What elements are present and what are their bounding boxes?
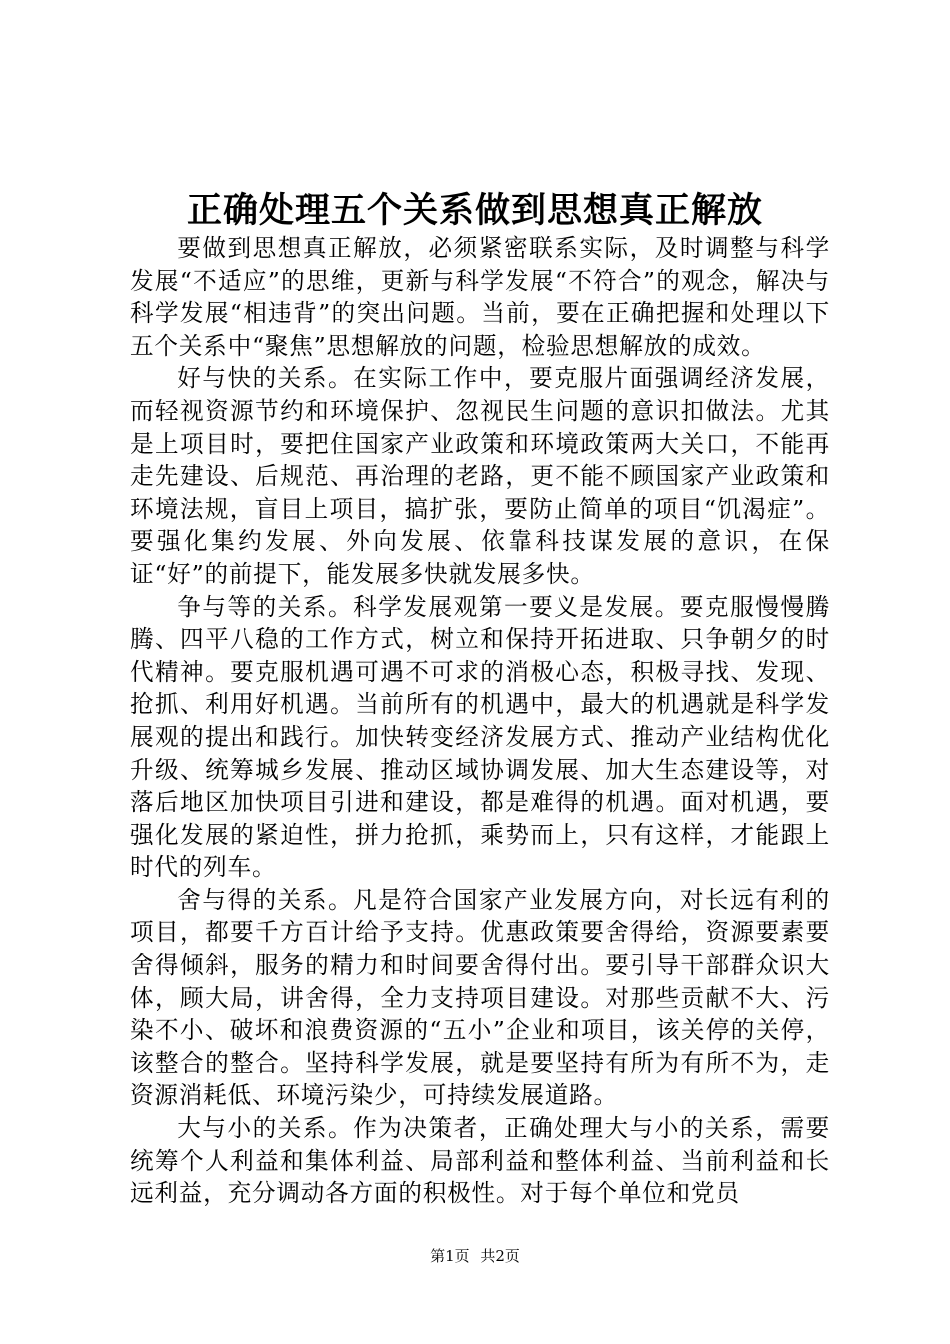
total-pages: 共2页 (480, 1247, 520, 1265)
paragraph-intro: 要做到思想真正解放，必须紧密联系实际，及时调整与科学发展“不适应”的思维，更新与科学发展“不符合”的观念，解决与科学发展“相违背”的突出问题。当前，要在正确把握和处理以下五个关系中“聚焦”思想解放的问题，检验思想解放的成效。 (130, 234, 830, 360)
document-body (130, 232, 830, 1210)
page-footer (0, 1246, 950, 1266)
paragraph-strive-and-wait: 争与等的关系。科学发展观第一要义是发展。要克服慢慢腾腾、四平八稳的工作方式，树立和保持开拓进取、只争朝夕的时代精神。要克服机遇可遇不可求的消极心态，积极寻找、发现、抢抓、利用好机遇。当前所有的机遇中，最大的机遇就是科学发展观的提出和践行。加快转变经济发展方式、推动产业结构优化升级、统筹城乡发展、推动区域协调发展、加大生态建设等，对落后地区加快项目引进和建设，都是难得的机遇。面对机遇，要强化发展的紧迫性，拼力抢抓，乘势而上，只有这样，才能跟上时代的列车。 (130, 592, 830, 882)
paragraph-give-and-gain: 舍与得的关系。凡是符合国家产业发展方向，对长远有利的项目，都要千方百计给予支持。优惠政策要舍得给，资源要素要舍得倾斜，服务的精力和时间要舍得付出。要引导干部群众识大体，顾大局，讲舍得，全力支持项目建设。对那些贡献不大、污染不小、破坏和浪费资源的“五小”企业和项目，该关停的关停，该整合的整合。坚持科学发展，就是要坚持有所为有所不为，走资源消耗低、环境污染少，可持续发展道路。 (130, 885, 830, 1110)
document-title: 正确处理五个关系做到思想真正解放 (186, 190, 763, 231)
paragraph-big-and-small: 大与小的关系。作为决策者，正确处理大与小的关系，需要统筹个人利益和集体利益、局部利益和整体利益、当前利益和长远利益，充分调动各方面的积极性。对于每个单位和党员 (130, 1114, 830, 1208)
page-number: 第1页 (430, 1247, 470, 1265)
paragraph-good-and-fast: 好与快的关系。在实际工作中，要克服片面强调经济发展，而轻视资源节约和环境保护、忽视民生问题的意识扣做法。尤其是上项目时，要把住国家产业政策和环境政策两大关口，不能再走先建设、后规范、再治理的老路，更不能不顾国家产业政策和环境法规，盲目上项目，搞扩张，要防止简单的项目“饥渴症”。要强化集约发展、外向发展、依靠科技谋发展的意识，在保证“好”的前提下，能发展多快就发展多快。 (130, 364, 830, 588)
